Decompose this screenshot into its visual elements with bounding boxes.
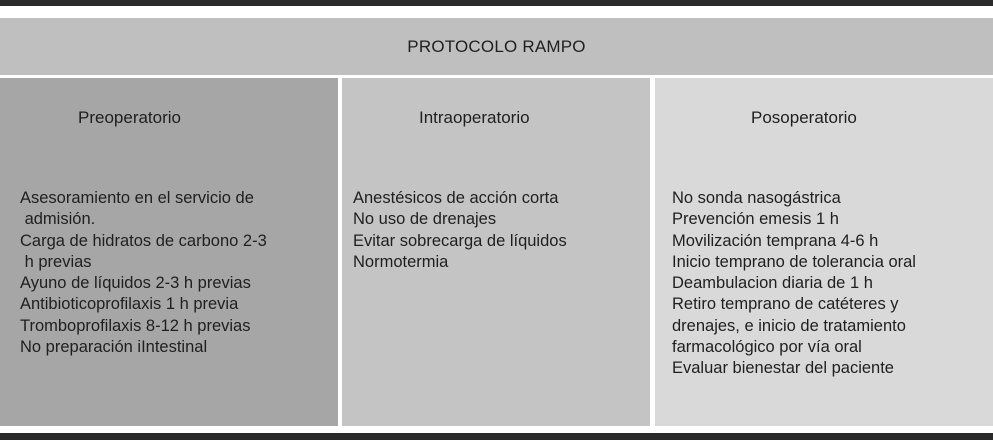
list-item: Inicio temprano de tolerancia oral [672,252,916,271]
list-item: No uso de drenajes [353,210,497,229]
list-item: Anestésicos de acción corta [353,189,559,207]
list-intraoperatorio [353,188,645,273]
list-item: h previas [20,252,92,271]
column-heading-posoperatorio: Posoperatorio [751,108,857,127]
list-item: Movilización temprana 4-6 h [672,231,879,250]
column-heading-intraoperatorio: Intraoperatorio [419,108,530,127]
column-heading-preoperatorio: Preoperatorio [78,108,182,127]
table-header [0,18,993,75]
list-item: Evitar sobrecarga de líquidos [353,231,567,250]
bottom-rule [0,433,993,440]
column-posoperatorio [655,78,993,426]
list-item: Deambulacion diaria de 1 h [672,274,873,293]
list-item: Evaluar bienestar del paciente [672,359,894,378]
list-item: Antibioticoprofilaxis 1 h previa [20,295,239,314]
list-preoperatorio [20,188,330,358]
list-item: No preparación iIntestinal [20,338,208,357]
column-intraoperatorio [342,78,650,426]
list-item: Ayuno de líquidos 2-3 h previas [20,274,251,293]
list-posoperatorio [672,188,990,380]
list-item: Normotermia [353,252,449,271]
list-item: farmacológico por vía oral [672,338,862,357]
list-item: Asesoramiento en el servicio de [20,189,254,207]
column-preoperatorio [0,78,338,426]
list-item: Carga de hidratos de carbono 2-3 [20,231,267,250]
list-item: Retiro temprano de catéteres y [672,295,899,314]
table-title: PROTOCOLO RAMPO [407,36,586,56]
list-item: No sonda nasogástrica [672,189,841,207]
list-item: admisión. [20,210,96,229]
list-item: Prevención emesis 1 h [672,210,839,229]
top-rule [0,0,993,6]
list-item: drenajes, e inicio de tratamiento [672,316,906,335]
list-item: Tromboprofilaxis 8-12 h previas [20,316,251,335]
